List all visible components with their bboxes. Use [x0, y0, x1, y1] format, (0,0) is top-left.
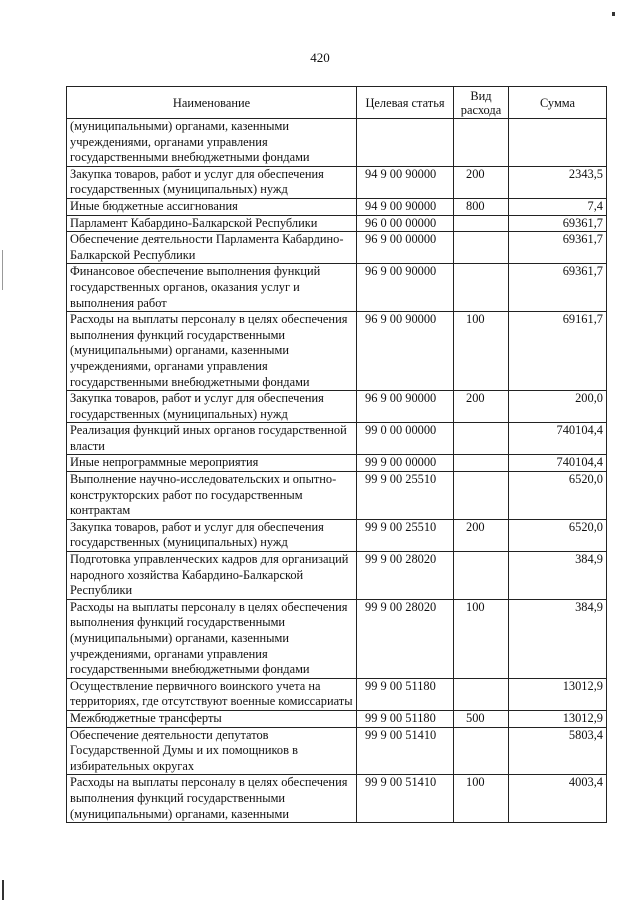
cell-code: 96 9 00 90000 [357, 391, 454, 423]
scan-mark [2, 250, 3, 290]
cell-name: Межбюджетные трансферты [67, 710, 357, 727]
cell-type: 800 [454, 198, 509, 215]
table-row [67, 599, 607, 678]
table-row [67, 232, 607, 264]
cell-type: 100 [454, 599, 509, 678]
cell-name: Расходы на выплаты персоналу в целях обеспечения выполнения функций государственными (муниципальными) органами, казенными учреждениями, органами управления государственными внебюджетными фондами [67, 312, 357, 391]
table-row [67, 519, 607, 551]
cell-type [454, 727, 509, 775]
cell-code [357, 119, 454, 167]
cell-sum: 6520,0 [509, 472, 607, 520]
cell-type [454, 552, 509, 600]
cell-type [454, 423, 509, 455]
cell-sum: 384,9 [509, 552, 607, 600]
cell-sum: 740104,4 [509, 423, 607, 455]
cell-code: 99 9 00 28020 [357, 599, 454, 678]
table-header-row [67, 87, 607, 119]
cell-code: 99 0 00 00000 [357, 423, 454, 455]
table-row [67, 678, 607, 710]
scan-mark [612, 12, 615, 16]
cell-code: 94 9 00 90000 [357, 198, 454, 215]
cell-name: Осуществление первичного воинского учета на территориях, где отсутствуют военные комиссариаты [67, 678, 357, 710]
cell-sum: 740104,4 [509, 455, 607, 472]
cell-sum: 6520,0 [509, 519, 607, 551]
cell-sum [509, 119, 607, 167]
table-row [67, 215, 607, 232]
cell-sum: 384,9 [509, 599, 607, 678]
cell-code: 99 9 00 25510 [357, 472, 454, 520]
cell-type: 100 [454, 775, 509, 823]
cell-type [454, 678, 509, 710]
header-code: Целевая статья [357, 87, 454, 119]
cell-sum: 13012,9 [509, 710, 607, 727]
cell-code: 99 9 00 51410 [357, 775, 454, 823]
cell-code: 96 9 00 90000 [357, 312, 454, 391]
cell-code: 96 0 00 00000 [357, 215, 454, 232]
cell-sum: 69361,7 [509, 215, 607, 232]
cell-sum: 200,0 [509, 391, 607, 423]
cell-type [454, 232, 509, 264]
cell-name: Иные непрограммные мероприятия [67, 455, 357, 472]
cell-name: Расходы на выплаты персоналу в целях обеспечения выполнения функций государственными (муниципальными) органами, казенными [67, 775, 357, 823]
table-row [67, 472, 607, 520]
table-row [67, 710, 607, 727]
table-row [67, 119, 607, 167]
cell-name: Закупка товаров, работ и услуг для обеспечения государственных (муниципальных) нужд [67, 391, 357, 423]
cell-type: 200 [454, 391, 509, 423]
cell-code: 96 9 00 90000 [357, 264, 454, 312]
scan-mark [2, 880, 4, 900]
cell-type [454, 215, 509, 232]
table-row [67, 423, 607, 455]
cell-name: (муниципальными) органами, казенными учреждениями, органами управления государственными внебюджетными фондами [67, 119, 357, 167]
cell-code: 99 9 00 28020 [357, 552, 454, 600]
table-row [67, 727, 607, 775]
cell-name: Обеспечение деятельности Парламента Кабардино-Балкарской Республики [67, 232, 357, 264]
cell-sum: 69361,7 [509, 264, 607, 312]
page-number: 420 [310, 50, 330, 65]
cell-name: Парламент Кабардино-Балкарской Республики [67, 215, 357, 232]
cell-sum: 2343,5 [509, 166, 607, 198]
cell-code: 99 9 00 00000 [357, 455, 454, 472]
cell-type [454, 455, 509, 472]
cell-name: Расходы на выплаты персоналу в целях обеспечения выполнения функций государственными (муниципальными) органами, казенными учреждениями, органами управления государственными внебюджетными фондами [67, 599, 357, 678]
table-body [67, 119, 607, 823]
cell-type: 500 [454, 710, 509, 727]
cell-name: Реализация функций иных органов государственной власти [67, 423, 357, 455]
cell-code: 99 9 00 51180 [357, 678, 454, 710]
table-row [67, 264, 607, 312]
header-type: Вид расхода [454, 87, 509, 119]
cell-type: 200 [454, 166, 509, 198]
cell-sum: 13012,9 [509, 678, 607, 710]
cell-name: Подготовка управленческих кадров для организаций народного хозяйства Кабардино-Балкарской Республики [67, 552, 357, 600]
cell-type [454, 264, 509, 312]
table-row [67, 775, 607, 823]
cell-code: 96 9 00 00000 [357, 232, 454, 264]
cell-name: Закупка товаров, работ и услуг для обеспечения государственных (муниципальных) нужд [67, 166, 357, 198]
table-row [67, 312, 607, 391]
table-row [67, 552, 607, 600]
cell-code: 99 9 00 51410 [357, 727, 454, 775]
cell-type [454, 119, 509, 167]
table-row [67, 455, 607, 472]
cell-code: 99 9 00 25510 [357, 519, 454, 551]
header-sum: Сумма [509, 87, 607, 119]
header-name: Наименование [67, 87, 357, 119]
cell-name: Финансовое обеспечение выполнения функций государственных органов, оказания услуг и выполнения работ [67, 264, 357, 312]
cell-name: Обеспечение деятельности депутатов Государственной Думы и их помощников в избирательных округах [67, 727, 357, 775]
budget-table [66, 86, 607, 823]
table-row [67, 391, 607, 423]
cell-name: Иные бюджетные ассигнования [67, 198, 357, 215]
cell-type: 100 [454, 312, 509, 391]
cell-sum: 7,4 [509, 198, 607, 215]
cell-sum: 69161,7 [509, 312, 607, 391]
cell-type [454, 472, 509, 520]
cell-sum: 5803,4 [509, 727, 607, 775]
table-row [67, 166, 607, 198]
cell-name: Закупка товаров, работ и услуг для обеспечения государственных (муниципальных) нужд [67, 519, 357, 551]
cell-code: 99 9 00 51180 [357, 710, 454, 727]
cell-code: 94 9 00 90000 [357, 166, 454, 198]
cell-sum: 69361,7 [509, 232, 607, 264]
cell-sum: 4003,4 [509, 775, 607, 823]
table-row [67, 198, 607, 215]
cell-type: 200 [454, 519, 509, 551]
cell-name: Выполнение научно-исследовательских и опытно-конструкторских работ по государственным контрактам [67, 472, 357, 520]
